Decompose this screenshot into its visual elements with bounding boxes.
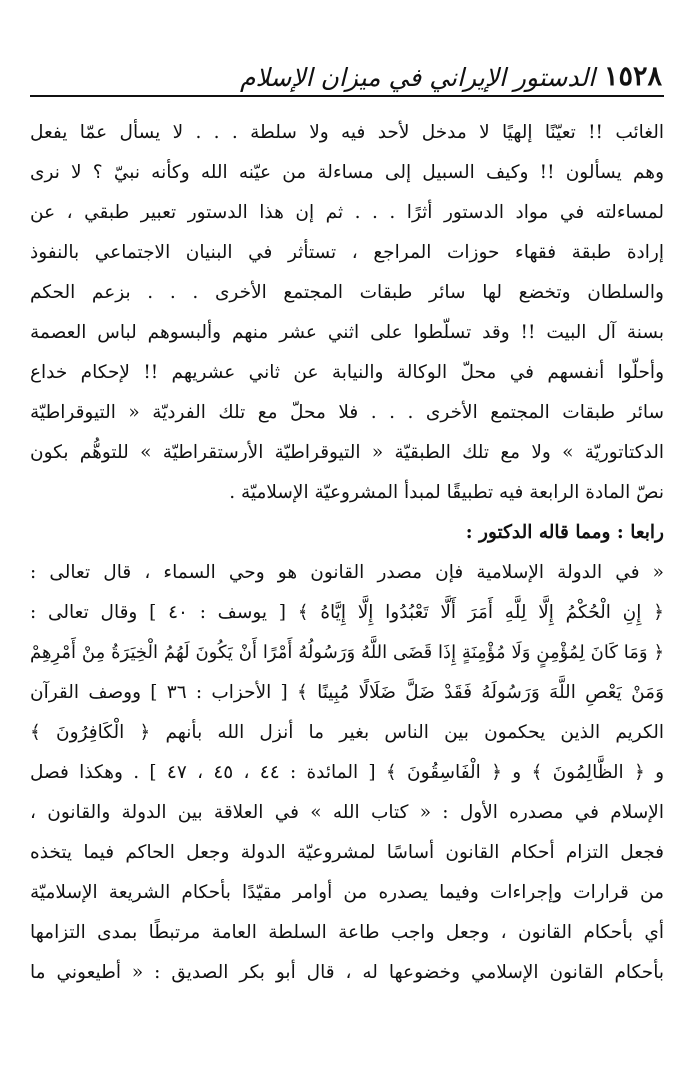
quote-line: وَمَنْ يَعْصِ اللَّهَ وَرَسُولَهُ فَقَدْ ضَلَّ ضَلَالًا مُبِينًا ﴾ [ الأحزاب : ٣٦ ] ووصف القرآن — [30, 682, 664, 703]
text-line: إرادة طبقة فقهاء حوزات المراجع ، تستأثر في البنيان الاجتماعي بالنفوذ — [30, 242, 664, 263]
text-line: بسنة آل البيت !! وقد تسلّطوا على اثني عشر منهم وألبسوهم لباس العصمة — [30, 322, 664, 343]
running-title: الدستور الإيراني في ميزان الإسلام — [240, 63, 596, 92]
quote-line: ﴿ وَمَا كَانَ لِمُؤْمِنٍ وَلَا مُؤْمِنَةٍ إِذَا قَضَى اللَّهُ وَرَسُولُهُ أَمْرًا أَنْ يَكُونَ لَهُمُ الْخِيَرَةُ مِنْ أَمْرِهِمْ — [30, 642, 664, 663]
quote-line: من قرارات وإجراءات وفيما يصدره من أوامر مقيّدًا بأحكام الشريعة الإسلاميّة — [30, 882, 664, 903]
page-number: ١٥٢٨ — [603, 61, 662, 92]
quote-line: « في الدولة الإسلامية فإن مصدر القانون هو وحي السماء ، قال تعالى : — [30, 562, 664, 583]
page-body — [30, 113, 664, 993]
quote-line: بأحكام القانون الإسلامي وخضوعها له ، قال أبو بكر الصديق : « أطيعوني ما — [30, 962, 664, 983]
page-header — [30, 38, 662, 90]
header-rule — [30, 95, 664, 97]
text-line: وهم يسألون !! وكيف السبيل إلى مساءلة من عيّنه الله وكأنه نبيّ ؟ لا نرى — [30, 162, 664, 183]
quote-line: و ﴿ الظَّالِمُونَ ﴾ و ﴿ الْفَاسِقُونَ ﴾ [ المائدة : ٤٤ ، ٤٥ ، ٤٧ ] . وهكذا فصل — [30, 762, 664, 783]
quote-line: أي بأحكام القانون ، وجعل واجب طاعة السلطة العامة مرتبطًا بمدى التزامها — [30, 922, 664, 943]
text-line: نصّ المادة الرابعة فيه تطبيقًا لمبدأ المشروعيّة الإسلاميّة . — [229, 482, 664, 503]
text-line: الغائب !! تعيّنًا إلهيًا لا مدخل لأحد فيه ولا سلطة . . . لا يسأل عمّا يفعل — [30, 122, 664, 143]
text-line: والسلطان وتخضع لها سائر طبقات المجتمع الأخرى . . . بزعم الحكم — [30, 282, 664, 303]
quote-line: فجعل التزام أحكام القانون أساسًا لمشروعيّة الدولة وجعل الحاكم فيما يتخذه — [30, 842, 664, 863]
quote-line: ﴿ إِنِ الْحُكْمُ إِلَّا لِلَّهِ أَمَرَ أَلَّا تَعْبُدُوا إِلَّا إِيَّاهُ ﴾ [ يوسف : ٤٠ ] وقال تعالى : — [30, 602, 664, 623]
text-line: الدكتاتوريّة » ولا مع تلك الطبقيّة « التيوقراطيّة الأرستقراطيّة » للتوهُّم بكون — [30, 442, 664, 463]
quote-line: الإسلام في مصدره الأول : « كتاب الله » في العلاقة بين الدولة والقانون ، — [30, 802, 664, 823]
text-line: لمساءلته في مواد الدستور أثرًا . . . ثم إن هذا الدستور تعبير طبقي ، عن — [30, 202, 664, 223]
quote-line: الكريم الذين يحكمون بين الناس بغير ما أنزل الله بأنهم ﴿ الْكَافِرُونَ ﴾ — [30, 722, 664, 743]
section-heading: رابعا : ومما قاله الدكتور : — [465, 522, 664, 543]
text-line: سائر طبقات المجتمع الأخرى . . . فلا محلّ مع تلك الفرديّة « التيوقراطيّة — [30, 402, 664, 423]
text-line: وأحلّوا أنفسهم في محلّ الوكالة والنيابة عن ثاني عشريهم !! لإحكام خداع — [30, 362, 664, 383]
